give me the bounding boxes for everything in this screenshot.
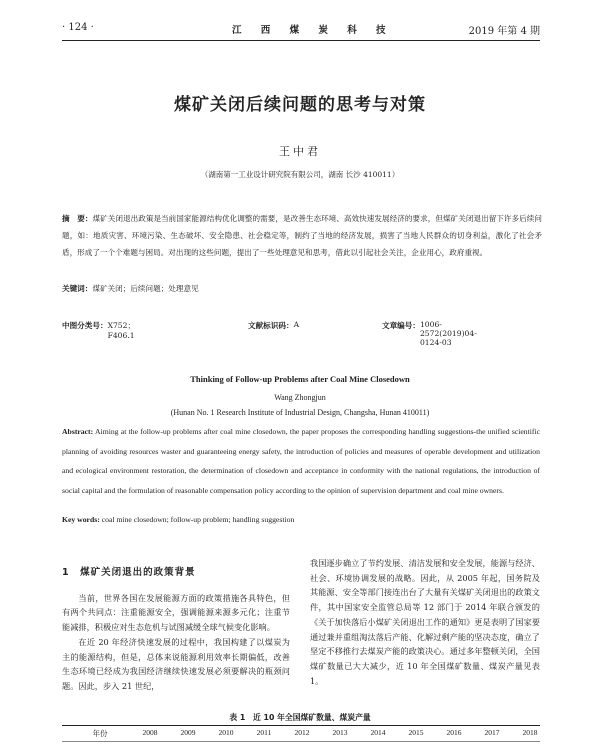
table-header-cell: 2010	[218, 728, 234, 737]
body-column-left	[62, 556, 290, 694]
table-header-cell: 2018	[522, 728, 538, 737]
classification-meta	[62, 320, 542, 347]
page-number: · 124 ·	[62, 22, 94, 33]
doc-code	[248, 320, 300, 331]
affiliation: （湖南第一工业设计研究院有限公司，湖南 长沙 410011）	[200, 170, 400, 179]
english-keywords	[62, 515, 540, 524]
abstract-cn	[62, 210, 542, 261]
table-header-cell: 2017	[484, 728, 500, 737]
table-top-rule	[62, 725, 540, 726]
article-label: 文章编号：	[382, 321, 420, 330]
keywords-cn-label: 关键词：	[62, 284, 93, 293]
body-paragraph: 在近 20 年经济快速发展的过程中，我国构建了以煤炭为主的能源结构，但是，总体来说能源利用效率长期偏低，改善生态环境已经成为我国经济继续快速发展必须要解决的瓶颈问题。因此，步入 21 世纪，	[62, 636, 290, 691]
paper-title: 煤矿关闭后续问题的思考与对策	[174, 95, 426, 115]
table-header-cell: 2012	[294, 728, 310, 737]
english-title: Thinking of Follow-up Problems after Coal Mine Closedown	[190, 374, 410, 384]
issue-label: 2019 年第 4 期	[468, 26, 540, 37]
journal-name: 江 西 煤 炭 科 技	[232, 25, 394, 36]
english-abstract-label: Abstract:	[62, 427, 94, 436]
english-abstract-text: Aiming at the follow-up problems after coal mine closedown, the paper proposes the corresponding handling suggestions-the unified scientific planning of avoiding resources waster and guaranteeing energy safety, the introduction of policies and measures of operable development and utilization and ecological environment restoration, the determination of closedown and acceptance in conformity with the national regulations, the introduction of social capital and the formulation of reasonable compensation policy according to the opinion of supervision department and coal mine owners.	[62, 427, 540, 495]
table-caption: 表 1 近 10 年全国煤矿数量、煤炭产量	[229, 713, 371, 722]
table-header-cell: 2011	[256, 728, 272, 737]
table-header-cell: 2015	[408, 728, 424, 737]
english-keywords-text: coal mine closedown; follow-up problem; handling suggestion	[101, 515, 295, 524]
table-header-cell: 2013	[332, 728, 348, 737]
section-heading: 1 煤矿关闭退出的政策背景	[62, 567, 196, 578]
abstract-cn-text: 煤矿关闭退出政策是当前国家能源结构优化调整的需要，是改善生态环境、高效快速发展经济的要求，但煤矿关闭退出留下许多后续问题，如：地质灾害、环境污染、生态破坏、安全隐患、社会稳定等，制约了当地的经济发展，损害了当地人民群众的切身利益，激化了社会矛盾，形成了一个个难题与困局。对出现的这些问题，提出了一些处理意见和思考，借此以引起社会关注，企业用心，政府重视。	[62, 214, 542, 257]
abstract-cn-label: 摘 要：	[62, 214, 93, 223]
english-keywords-label: Key words:	[62, 515, 100, 524]
table-header-cell: 2009	[180, 728, 196, 737]
table-header-cell: 2008	[142, 728, 158, 737]
keywords-cn-text: 煤矿关闭；后续问题；处理意见	[92, 284, 199, 293]
table-header-cell: 2014	[370, 728, 386, 737]
running-header	[62, 22, 540, 38]
english-author: Wang Zhongjun	[274, 393, 326, 402]
doc-value: A	[293, 320, 300, 329]
table-header-cell: 2016	[446, 728, 462, 737]
clc-label: 中图分类号：	[62, 321, 108, 330]
body-paragraph: 当前，世界各国在发展能源方面的政策措施各具特色，但有两个共同点：注重能源安全，强调能源来源多元化；注重节能减排，积极应对生态危机与试图减缓全球气候变化影响。	[62, 592, 290, 633]
body-column-right	[310, 556, 540, 688]
table-header-row	[62, 728, 540, 740]
article-number	[382, 320, 477, 347]
table-header-year-label: 年份	[92, 729, 108, 738]
english-abstract	[62, 422, 540, 500]
keywords-cn	[62, 283, 542, 294]
header-rule	[62, 40, 540, 41]
author: 王中君	[279, 145, 321, 158]
article-value: 1006-2572(2019)04-0124-03	[419, 320, 477, 347]
table-header-rule	[62, 741, 540, 742]
doc-label: 文献标识码：	[248, 321, 294, 330]
body-paragraph: 我国逐步确立了节约发展、清洁发展和安全发展，能源与经济、社会、环境协调发展的战略。因此，从 2005 年起，国务院及其能源、安全等部门接连出台了大量有关煤矿关闭退出的政策文件，其中国家安全监管总局等 12 部门于 2014 年联合颁发的《关于加快落后小煤矿关闭退出工作的通知》更是表明了国家要通过兼并重组淘汰落后产能、化解过剩产能的坚决态度，确立了坚定不移推行去煤炭产能的政策决心。通过多年整顿关闭，全国煤矿数量已大大减少，近 10 年全国煤矿数量、煤炭产量见表 1。	[310, 558, 540, 686]
clc-value: X752；F406.1	[107, 321, 136, 340]
english-affiliation: (Hunan No. 1 Research Institute of Industrial Design, Changsha, Hunan 410011)	[170, 408, 430, 417]
clc-code	[62, 320, 136, 340]
